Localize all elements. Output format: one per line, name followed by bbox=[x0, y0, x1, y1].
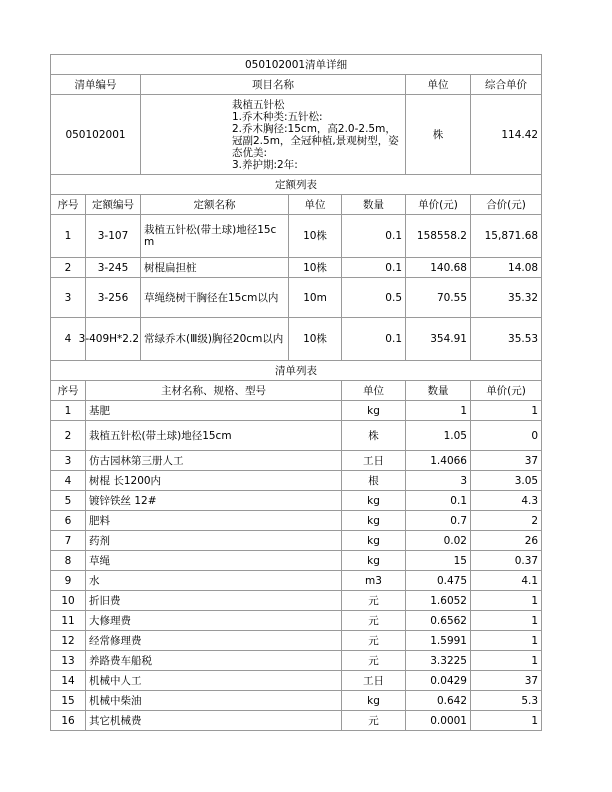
material-unit: kg bbox=[342, 691, 406, 711]
material-unit: m3 bbox=[342, 571, 406, 591]
material-header-name: 主材名称、规格、型号 bbox=[86, 381, 342, 401]
quota-seq: 1 bbox=[51, 215, 86, 258]
material-header-qty: 数量 bbox=[406, 381, 471, 401]
quota-row bbox=[51, 318, 542, 361]
material-price: 5.3 bbox=[471, 691, 542, 711]
quota-unit: 10株 bbox=[289, 215, 342, 258]
quota-name: 栽植五针松(带土球)地径15cm bbox=[141, 215, 289, 258]
material-unit: 元 bbox=[342, 711, 406, 731]
material-row bbox=[51, 591, 542, 611]
quota-header-total: 合价(元) bbox=[471, 195, 542, 215]
bill-header-unit: 单位 bbox=[406, 75, 471, 95]
material-seq: 2 bbox=[51, 421, 86, 451]
material-row bbox=[51, 611, 542, 631]
quota-total: 35.53 bbox=[471, 318, 542, 361]
material-qty: 0.0001 bbox=[406, 711, 471, 731]
quota-name: 常绿乔木(Ⅲ级)胸径20cm以内 bbox=[141, 318, 289, 361]
material-section-title: 清单列表 bbox=[51, 361, 542, 381]
material-row bbox=[51, 531, 542, 551]
bill-desc-line: 1.乔木种类:五针松: bbox=[232, 110, 323, 123]
material-price: 4.1 bbox=[471, 571, 542, 591]
quota-seq: 2 bbox=[51, 258, 86, 278]
material-name: 水 bbox=[86, 571, 342, 591]
material-header-unit: 单位 bbox=[342, 381, 406, 401]
quota-name: 草绳绕树干胸径在15cm以内 bbox=[141, 278, 289, 318]
material-qty: 1.05 bbox=[406, 421, 471, 451]
material-row bbox=[51, 671, 542, 691]
material-row bbox=[51, 551, 542, 571]
material-row bbox=[51, 711, 542, 731]
quota-header-name: 定额名称 bbox=[141, 195, 289, 215]
material-row bbox=[51, 571, 542, 591]
material-row bbox=[51, 471, 542, 491]
quota-code: 3-245 bbox=[86, 258, 141, 278]
material-qty: 1.4066 bbox=[406, 451, 471, 471]
material-unit: 根 bbox=[342, 471, 406, 491]
material-row bbox=[51, 511, 542, 531]
quota-header-seq: 序号 bbox=[51, 195, 86, 215]
quota-row bbox=[51, 258, 542, 278]
material-row bbox=[51, 421, 542, 451]
material-seq: 13 bbox=[51, 651, 86, 671]
quota-header-code: 定额编号 bbox=[86, 195, 141, 215]
material-seq: 7 bbox=[51, 531, 86, 551]
material-qty: 0.7 bbox=[406, 511, 471, 531]
material-header-price: 单价(元) bbox=[471, 381, 542, 401]
material-qty: 15 bbox=[406, 551, 471, 571]
material-seq: 14 bbox=[51, 671, 86, 691]
material-name: 镀锌铁丝 12# bbox=[86, 491, 342, 511]
material-price: 4.3 bbox=[471, 491, 542, 511]
material-name: 折旧费 bbox=[86, 591, 342, 611]
material-qty: 1 bbox=[406, 401, 471, 421]
material-name: 机械中柴油 bbox=[86, 691, 342, 711]
material-name: 大修理费 bbox=[86, 611, 342, 631]
quota-qty: 0.1 bbox=[342, 258, 406, 278]
quota-row bbox=[51, 215, 542, 258]
material-price: 3.05 bbox=[471, 471, 542, 491]
material-row bbox=[51, 401, 542, 421]
material-name: 肥料 bbox=[86, 511, 342, 531]
material-qty: 3.3225 bbox=[406, 651, 471, 671]
material-price: 26 bbox=[471, 531, 542, 551]
material-name: 基肥 bbox=[86, 401, 342, 421]
material-qty: 0.0429 bbox=[406, 671, 471, 691]
bill-unit: 株 bbox=[406, 95, 471, 175]
material-seq: 11 bbox=[51, 611, 86, 631]
quota-unit: 10株 bbox=[289, 318, 342, 361]
quota-total: 14.08 bbox=[471, 258, 542, 278]
material-price: 1 bbox=[471, 631, 542, 651]
material-unit: 元 bbox=[342, 651, 406, 671]
material-unit: 工日 bbox=[342, 451, 406, 471]
material-price: 0.37 bbox=[471, 551, 542, 571]
material-name: 其它机械费 bbox=[86, 711, 342, 731]
material-unit: 元 bbox=[342, 611, 406, 631]
quota-unit: 10株 bbox=[289, 258, 342, 278]
material-price: 2 bbox=[471, 511, 542, 531]
material-qty: 0.6562 bbox=[406, 611, 471, 631]
material-price: 1 bbox=[471, 611, 542, 631]
material-price: 37 bbox=[471, 451, 542, 471]
quota-unit: 10m bbox=[289, 278, 342, 318]
material-name: 树棍 长1200内 bbox=[86, 471, 342, 491]
material-row bbox=[51, 631, 542, 651]
quota-qty: 0.5 bbox=[342, 278, 406, 318]
quota-name: 树棍扁担桩 bbox=[141, 258, 289, 278]
material-price: 0 bbox=[471, 421, 542, 451]
bill-header-name: 项目名称 bbox=[141, 75, 406, 95]
material-price: 1 bbox=[471, 401, 542, 421]
bill-description bbox=[141, 95, 406, 175]
quota-qty: 0.1 bbox=[342, 215, 406, 258]
material-name: 药剂 bbox=[86, 531, 342, 551]
material-qty: 3 bbox=[406, 471, 471, 491]
material-price: 1 bbox=[471, 591, 542, 611]
quota-code: 3-409H*2.2 bbox=[86, 318, 141, 361]
material-seq: 3 bbox=[51, 451, 86, 471]
material-unit: 工日 bbox=[342, 671, 406, 691]
material-seq: 15 bbox=[51, 691, 86, 711]
quota-code: 3-107 bbox=[86, 215, 141, 258]
bill-price: 114.42 bbox=[471, 95, 542, 175]
material-row bbox=[51, 651, 542, 671]
material-name: 仿古园林第三册人工 bbox=[86, 451, 342, 471]
material-price: 1 bbox=[471, 651, 542, 671]
quota-seq: 4 bbox=[51, 318, 86, 361]
material-qty: 1.5991 bbox=[406, 631, 471, 651]
table-title: 050102001清单详细 bbox=[51, 55, 542, 75]
material-seq: 10 bbox=[51, 591, 86, 611]
bill-desc-line: 2.乔木胸径:15cm，高2.0-2.5m，冠副2.5m，全冠种植,景观树型，姿态优美: bbox=[232, 122, 399, 159]
material-seq: 4 bbox=[51, 471, 86, 491]
material-unit: 元 bbox=[342, 591, 406, 611]
material-header-seq: 序号 bbox=[51, 381, 86, 401]
material-seq: 1 bbox=[51, 401, 86, 421]
quota-header-price: 单价(元) bbox=[406, 195, 471, 215]
material-price: 37 bbox=[471, 671, 542, 691]
material-row bbox=[51, 691, 542, 711]
bill-detail-table bbox=[50, 54, 542, 731]
material-qty: 0.642 bbox=[406, 691, 471, 711]
material-row bbox=[51, 491, 542, 511]
quota-total: 15,871.68 bbox=[471, 215, 542, 258]
bill-code: 050102001 bbox=[51, 95, 141, 175]
material-qty: 0.475 bbox=[406, 571, 471, 591]
quota-header-qty: 数量 bbox=[342, 195, 406, 215]
material-row bbox=[51, 451, 542, 471]
material-seq: 12 bbox=[51, 631, 86, 651]
quota-price: 354.91 bbox=[406, 318, 471, 361]
quota-total: 35.32 bbox=[471, 278, 542, 318]
bill-desc-line: 栽植五针松 bbox=[232, 98, 285, 111]
quota-code: 3-256 bbox=[86, 278, 141, 318]
material-unit: kg bbox=[342, 531, 406, 551]
material-unit: kg bbox=[342, 401, 406, 421]
quota-price: 70.55 bbox=[406, 278, 471, 318]
material-name: 经常修理费 bbox=[86, 631, 342, 651]
material-qty: 0.1 bbox=[406, 491, 471, 511]
material-unit: kg bbox=[342, 511, 406, 531]
material-price: 1 bbox=[471, 711, 542, 731]
material-unit: kg bbox=[342, 551, 406, 571]
material-unit: kg bbox=[342, 491, 406, 511]
bill-desc-line: 3.养护期:2年: bbox=[232, 158, 298, 171]
quota-qty: 0.1 bbox=[342, 318, 406, 361]
material-unit: 元 bbox=[342, 631, 406, 651]
bill-header-code: 清单编号 bbox=[51, 75, 141, 95]
material-seq: 9 bbox=[51, 571, 86, 591]
quota-seq: 3 bbox=[51, 278, 86, 318]
bill-header-price: 综合单价 bbox=[471, 75, 542, 95]
material-seq: 16 bbox=[51, 711, 86, 731]
quota-header-unit: 单位 bbox=[289, 195, 342, 215]
quota-section-title: 定额列表 bbox=[51, 175, 542, 195]
material-seq: 6 bbox=[51, 511, 86, 531]
material-seq: 5 bbox=[51, 491, 86, 511]
quota-row bbox=[51, 278, 542, 318]
material-name: 草绳 bbox=[86, 551, 342, 571]
material-unit: 株 bbox=[342, 421, 406, 451]
material-qty: 0.02 bbox=[406, 531, 471, 551]
material-seq: 8 bbox=[51, 551, 86, 571]
material-name: 养路费车船税 bbox=[86, 651, 342, 671]
quota-price: 140.68 bbox=[406, 258, 471, 278]
material-qty: 1.6052 bbox=[406, 591, 471, 611]
quota-price: 158558.2 bbox=[406, 215, 471, 258]
material-name: 机械中人工 bbox=[86, 671, 342, 691]
material-name: 栽植五针松(带土球)地径15cm bbox=[86, 421, 342, 451]
